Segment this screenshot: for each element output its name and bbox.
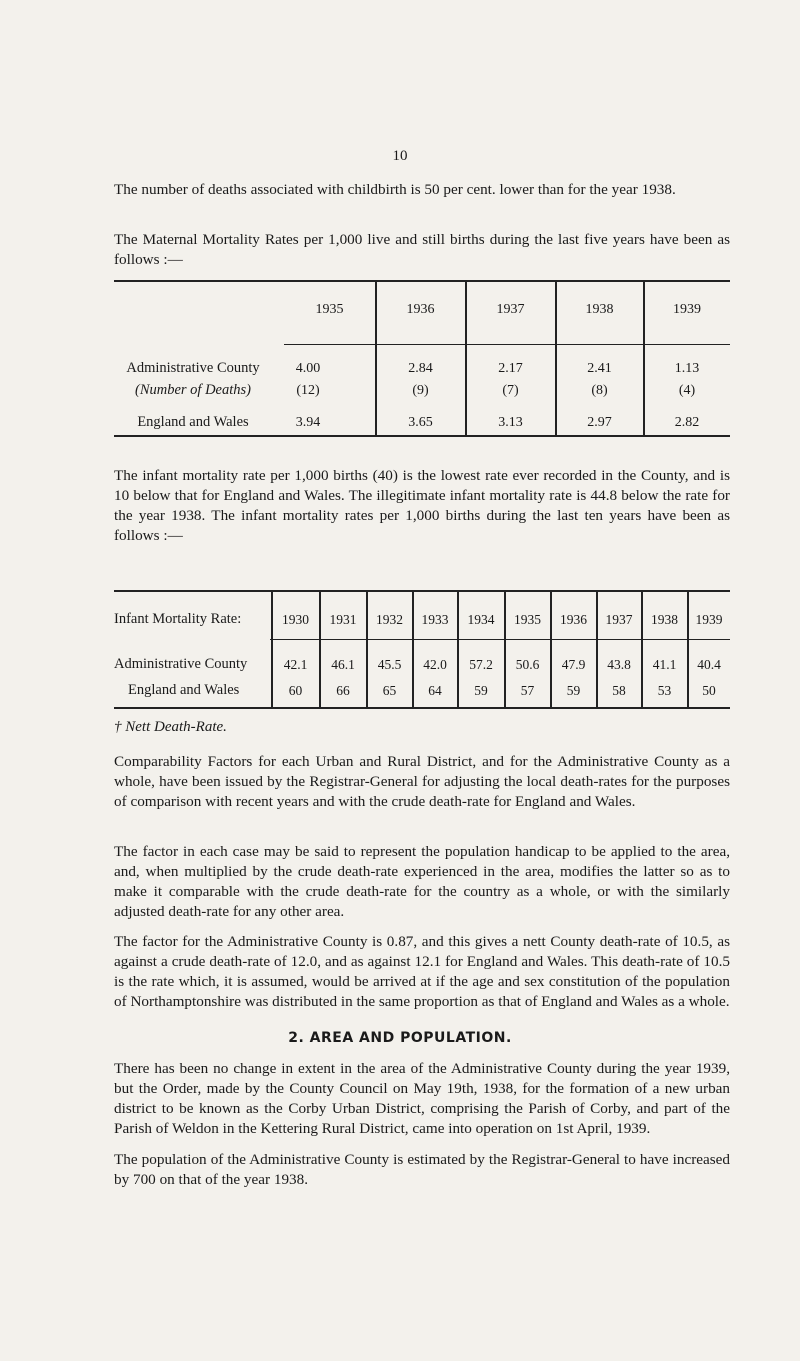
table-cell: (4): [678, 383, 696, 398]
table-cell: 58: [612, 683, 626, 698]
year-header: 1935: [315, 302, 344, 317]
year-header: 1938: [651, 612, 678, 627]
year-header: 1932: [376, 612, 403, 627]
table-cell: 46.1: [331, 657, 355, 672]
table-cell: 50.6: [515, 657, 540, 672]
table-cell: 57.2: [469, 657, 493, 672]
footnote-nett-death-rate: † Nett Death-Rate.: [114, 719, 227, 735]
year-header: 1930: [282, 612, 309, 627]
paragraph-comparability-factors: Comparability Factors for each Urban and Rural District, and for the Administrative County as a whole, have been issued by the Registrar-General for adjusting the local death-rates for the purposes of comparison with recent years and with the crude death-rate for England and Wales.: [114, 753, 730, 810]
table-cell: 3.13: [498, 415, 523, 430]
table-cell: 3.65: [408, 415, 433, 430]
table-cell: 60: [288, 683, 303, 698]
paragraph-area-change: There has been no change in extent in the area of the Administrative County during the year 1939, but the Order, made by the County Council on May 19th, 1938, for the formation of a new urban district to be known as the Corby Urban District, comprising the Parish of Corby, and part of the Parish of Weldon in the Kettering Rural District, came into operation on 1st April, 1939.: [114, 1060, 730, 1137]
table-cell: 59: [566, 683, 581, 698]
table-cell: 40.4: [697, 657, 721, 672]
row-label: (Number of Deaths): [135, 382, 251, 398]
paragraph-factor-explanation: The factor in each case may be said to represent the population handicap to be applied to the area, and, when multiplied by the crude death-rate experienced in the area, modifies the latter so as to make it comparable with the crude death-rate for the country as a whole, or with the similarly adjusted death-rate for any other area.: [114, 843, 730, 920]
table-cell: 47.9: [561, 657, 586, 672]
table-cell: 59: [474, 683, 488, 698]
paragraph-infant-mortality: The infant mortality rate per 1,000 births (40) is the lowest rate ever recorded in the County, and is 10 below that for England and Wales. The illegitimate infant mortality rate is 44.8 below the rate for the year 1938. The infant mortality rates per 1,000 births during the last ten years have been as follows :—: [114, 467, 730, 544]
table-cell: 65: [382, 683, 397, 698]
infant-table-header-label: Infant Mortality Rate:: [114, 611, 242, 627]
year-header: 1931: [329, 612, 357, 627]
table-cell: (8): [591, 383, 608, 398]
table-cell: 43.8: [607, 657, 631, 672]
year-header: 1937: [496, 302, 525, 317]
table-cell: 2.84: [408, 361, 433, 376]
table-cell: 50: [702, 683, 716, 698]
table-cell: 64: [428, 683, 442, 698]
year-header: 1939: [695, 612, 723, 627]
year-header: 1937: [605, 612, 633, 627]
table-cell: 1.13: [674, 361, 700, 376]
table-header-rule: [284, 344, 730, 345]
section-heading-area-population: 2. AREA AND POPULATION.: [288, 1030, 512, 1046]
table-cell: 42.0: [423, 657, 447, 672]
infant-mortality-table: [114, 590, 730, 709]
year-header: 1936: [560, 612, 587, 627]
table-top-rule: [114, 590, 730, 592]
table-cell: 41.1: [652, 657, 677, 672]
row-label: Administrative County: [114, 656, 248, 672]
year-header: 1935: [514, 612, 541, 627]
table-cell: 45.5: [377, 657, 402, 672]
table-top-rule: [114, 280, 730, 282]
table-cell: 42.1: [283, 657, 308, 672]
page-number: 10: [392, 148, 408, 164]
table-cell: 4.00: [295, 361, 321, 376]
table-cell: 3.94: [295, 415, 321, 430]
table-bottom-rule: [114, 707, 730, 709]
paragraph-maternal-intro: The Maternal Mortality Rates per 1,000 live and still births during the last five years have been as follows :—: [114, 231, 730, 268]
table-cell: (9): [412, 383, 429, 398]
maternal-mortality-table: [114, 280, 730, 437]
table-cell: 2.97: [587, 415, 612, 430]
year-header: 1938: [585, 302, 614, 317]
table-cell: 2.41: [587, 361, 612, 376]
row-label: England and Wales: [128, 682, 240, 698]
table-header-rule: [270, 639, 730, 640]
row-label: Administrative County: [126, 360, 260, 376]
table-cell: 57: [520, 683, 535, 698]
row-label: England and Wales: [137, 414, 249, 430]
table-cell: 2.17: [498, 361, 523, 376]
table-cell: 2.82: [674, 415, 700, 430]
paragraph-childbirth-deaths: The number of deaths associated with childbirth is 50 per cent. lower than for the year 1938.: [114, 181, 676, 198]
table-cell: 53: [657, 683, 672, 698]
year-header: 1933: [421, 612, 449, 627]
table-cell: 66: [336, 683, 350, 698]
table-bottom-rule: [114, 435, 730, 437]
paragraph-population-estimate: The population of the Administrative County is estimated by the Registrar-General to have increased by 700 on that of the year 1938.: [114, 1151, 730, 1188]
table-cell: (12): [296, 383, 320, 398]
year-header: 1939: [673, 302, 701, 317]
year-header: 1934: [467, 612, 495, 627]
year-header: 1936: [406, 302, 435, 317]
paragraph-factor-county: The factor for the Administrative County is 0.87, and this gives a nett County death-rate of 10.5, as against a crude death-rate of 12.0, and as against 12.1 for England and Wales. This death-rate of 10.5 is the rate which, it is assumed, would be arrived at if the age and sex constitution of the population of Northamptonshire was distributed in the same proportion as that of England and Wales as a whole.: [114, 933, 730, 1010]
table-cell: (7): [502, 383, 519, 398]
